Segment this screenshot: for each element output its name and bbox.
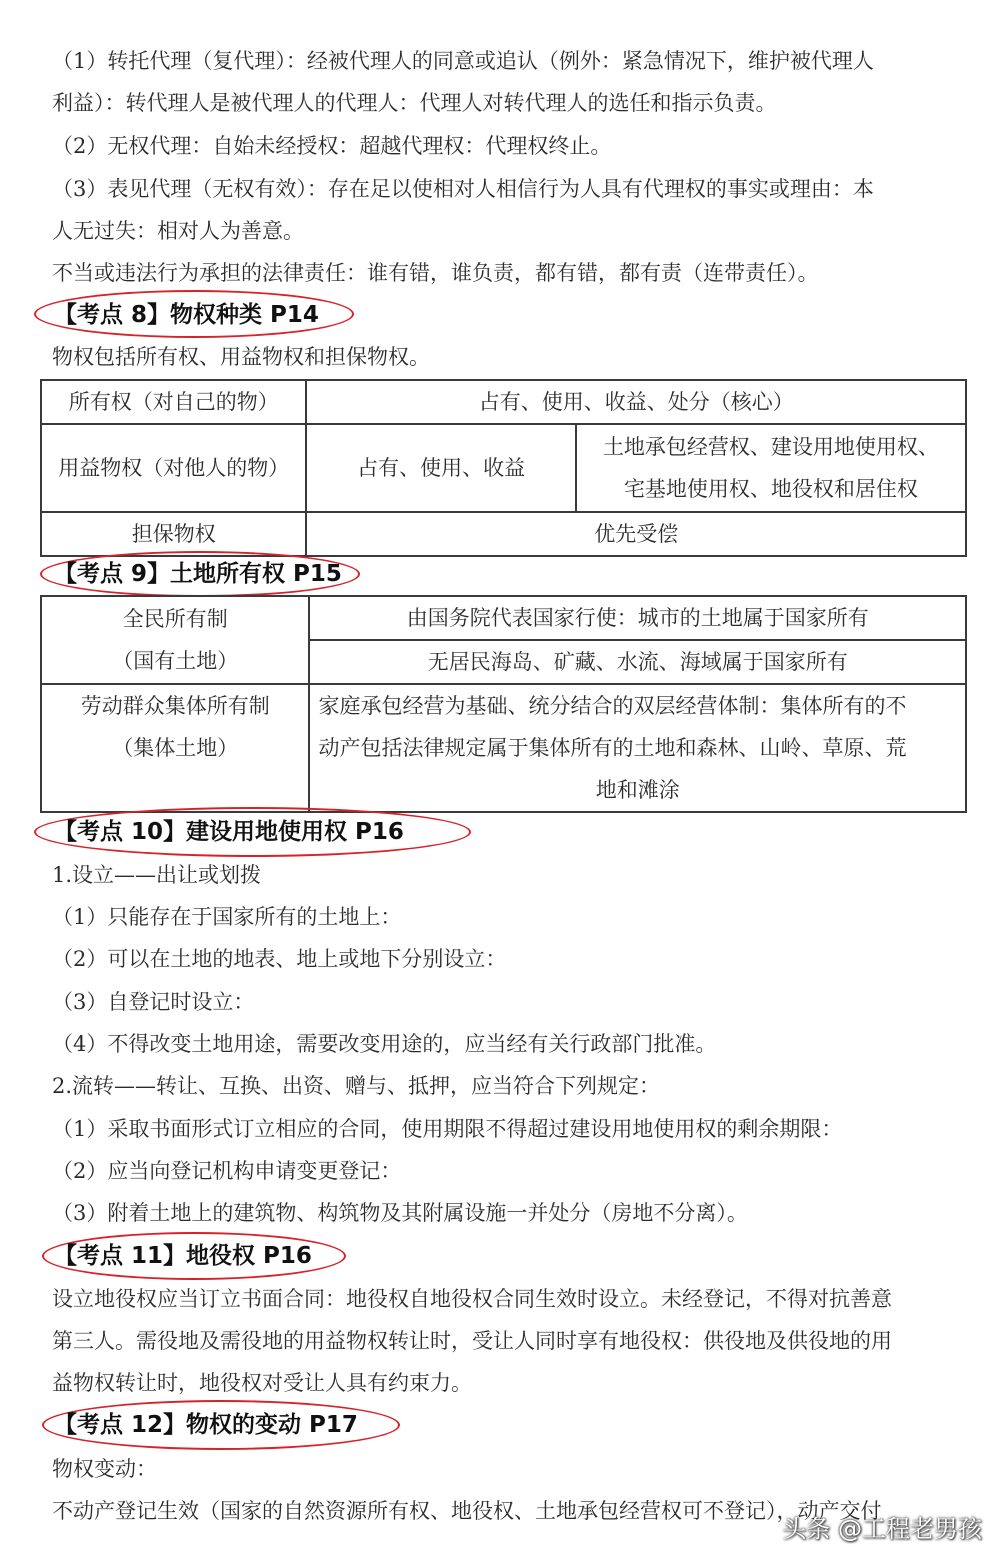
paragraph-line: （3）表见代理（无权有效）：存在足以使相对人相信行为人具有代理权的事实或理由：本	[52, 177, 874, 201]
cell-line: （国有土地）	[112, 649, 239, 673]
table-cell: 无居民海岛、矿藏、水流、海域属于国家所有	[309, 640, 966, 684]
paragraph-line: 人无过失：相对人为善意。	[52, 219, 304, 243]
paragraph-line: （3）附着土地上的建筑物、构筑物及其附属设施一并处分（房地不分离）。	[52, 1201, 748, 1225]
section-heading: 【考点 9】土地所有权 P15	[54, 561, 342, 587]
table-cell: 用益物权（对他人的物）	[41, 424, 306, 512]
table-cell: 占有、使用、收益、处分（核心）	[306, 380, 966, 424]
table-cell	[576, 424, 966, 512]
watermark: 头条 @工程老男孩	[782, 1515, 982, 1543]
paragraph-line: 设立地役权应当订立书面合同：地役权自地役权合同生效时设立。未经登记，不得对抗善意	[52, 1287, 892, 1311]
cell-line: （集体土地）	[112, 736, 239, 760]
paragraph-line: 益物权转让时，地役权对受让人具有约束力。	[52, 1371, 472, 1395]
table-cell: 所有权（对自己的物）	[41, 380, 306, 424]
paragraph-line: （2）可以在土地的地表、地上或地下分别设立：	[52, 947, 507, 971]
land-ownership-table	[40, 595, 967, 813]
paragraph-line: （4）不得改变土地用途，需要改变用途的，应当经有关行政部门批准。	[52, 1032, 717, 1056]
table-cell: 占有、使用、收益	[306, 424, 575, 512]
paragraph-line: （1）只能存在于国家所有的土地上：	[52, 905, 402, 929]
paragraph-line: 2.流转——转让、互换、出资、赠与、抵押，应当符合下列规定：	[52, 1074, 661, 1098]
section-heading: 【考点 11】地役权 P16	[54, 1243, 312, 1269]
section-heading: 【考点 8】物权种类 P14	[54, 302, 319, 328]
section-heading: 【考点 12】物权的变动 P17	[54, 1412, 358, 1438]
table-cell	[41, 684, 309, 812]
paragraph-line: 利益）：转代理人是被代理人的代理人：代理人对转代理人的选任和指示负责。	[52, 91, 777, 115]
cell-line: 家庭承包经营为基础、统分结合的双层经营体制：集体所有的不	[318, 694, 907, 718]
section-intro: 物权包括所有权、用益物权和担保物权。	[52, 345, 430, 369]
property-types-table	[40, 379, 967, 557]
cell-line: 全民所有制	[122, 607, 228, 631]
paragraph-line: （2）应当向登记机构申请变更登记：	[52, 1159, 402, 1183]
paragraph-line: 1.设立——出让或划拨	[52, 863, 262, 887]
paragraph-line: （1）转托代理（复代理）：经被代理人的同意或追认（例外：紧急情况下，维护被代理人	[52, 49, 874, 73]
table-cell	[309, 684, 966, 812]
section-heading: 【考点 10】建设用地使用权 P16	[54, 819, 404, 845]
paragraph-line: 物权变动：	[52, 1457, 157, 1481]
table-cell	[41, 596, 309, 684]
paragraph-line: （2）无权代理：自始未经授权：超越代理权：代理权终止。	[52, 134, 612, 158]
paragraph-line: （3）自登记时设立：	[52, 990, 255, 1014]
paragraph-line: 不动产登记生效（国家的自然资源所有权、地役权、土地承包经营权可不登记），动产交付	[52, 1499, 882, 1523]
cell-line: 劳动群众集体所有制	[80, 694, 270, 718]
table-cell: 优先受偿	[306, 512, 966, 556]
table-cell: 担保物权	[41, 512, 306, 556]
cell-line: 土地承包经营权、建设用地使用权、	[602, 435, 939, 459]
cell-line: 宅基地使用权、地役权和居住权	[623, 477, 918, 501]
cell-line: 地和滩涂	[595, 778, 680, 802]
cell-line: 动产包括法律规定属于集体所有的土地和森林、山岭、草原、荒	[318, 736, 907, 760]
table-cell: 由国务院代表国家行使：城市的土地属于国家所有	[309, 596, 966, 640]
paragraph-line: 不当或违法行为承担的法律责任：谁有错，谁负责，都有错，都有责（连带责任）。	[52, 261, 819, 285]
paragraph-line: 第三人。需役地及需役地的用益物权转让时，受让人同时享有地役权：供役地及供役地的用	[52, 1329, 892, 1353]
paragraph-line: （1）采取书面形式订立相应的合同，使用期限不得超过建设用地使用权的剩余期限：	[52, 1117, 843, 1141]
